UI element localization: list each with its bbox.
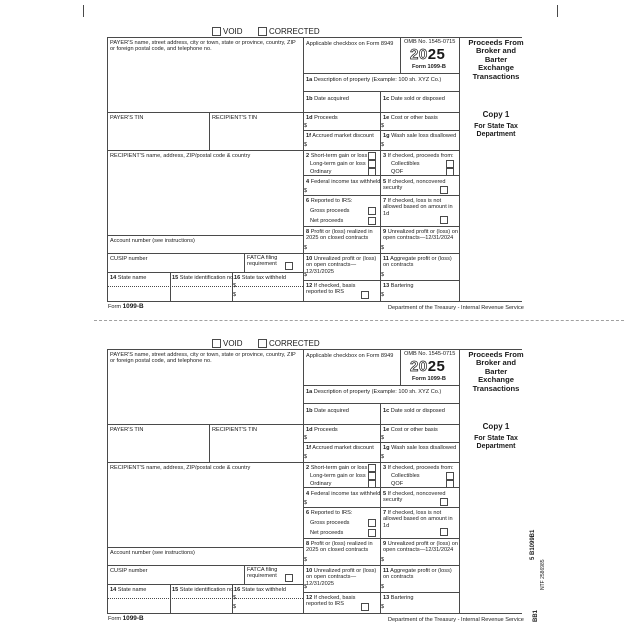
- gross-proceeds-label: Gross proceeds: [310, 520, 350, 526]
- box-11-dollar: $: [381, 584, 385, 590]
- form-name: Form 1099-B: [412, 376, 446, 382]
- side-code-ntf: NTF 2586985: [540, 559, 546, 590]
- box-11-label: 11 Aggregate profit or (loss) on contracts: [383, 256, 452, 269]
- box-1f-label: 1f Accrued market discount: [306, 133, 374, 139]
- qof-label: QOF: [391, 481, 404, 487]
- payer-name-label: PAYER'S name, street address, city or town, state or province, country, ZIP or foreign postal code, and telephone no.: [110, 40, 296, 53]
- box-5-checkbox[interactable]: [440, 498, 448, 506]
- box-15-label: 15 State identification no.: [172, 275, 235, 281]
- box-16-dollar-2: $: [233, 604, 237, 610]
- long-term-label: Long-term gain or loss: [310, 473, 366, 479]
- fatca-label: FATCA filing requirement: [247, 567, 278, 580]
- box-1g-label: 1g Wash sale loss disallowed: [383, 445, 457, 451]
- box-9-dollar: $: [381, 245, 385, 251]
- recipient-tin-label: RECIPIENT'S TIN: [212, 427, 258, 433]
- box-2-label: 2 Short-term gain or loss: [306, 465, 368, 471]
- box-16-label: 16 State tax withheld: [234, 275, 286, 281]
- box-2-long-term-checkbox[interactable]: [368, 472, 376, 480]
- box-15-label: 15 State identification no.: [172, 587, 235, 593]
- box-3-qof-checkbox[interactable]: [446, 168, 454, 176]
- gross-proceeds-label: Gross proceeds: [310, 208, 350, 214]
- box-5-checkbox[interactable]: [440, 186, 448, 194]
- box-1f-label: 1f Accrued market discount: [306, 445, 374, 451]
- box-1a-label: 1a Description of property (Example: 100 sh. XYZ Co.): [306, 389, 442, 395]
- box-9-label: 9 Unrealized profit or (loss) on open contracts—12/31/2024: [383, 229, 458, 242]
- omb-number: OMB No. 1545-0715: [404, 351, 456, 357]
- box-6-label: 6 Reported to IRS:: [306, 510, 353, 516]
- account-number-label: Account number (see instructions): [110, 238, 195, 244]
- footer-form-name: Form 1099-B: [108, 615, 144, 622]
- void-label: VOID: [223, 27, 243, 36]
- payer-name-label: PAYER'S name, street address, city or town, state or province, country, ZIP or foreign postal code, and telephone no.: [110, 352, 296, 365]
- footer-department: Department of the Treasury - Internal Revenue Service: [388, 617, 524, 623]
- box-7-checkbox[interactable]: [440, 528, 448, 536]
- box-9-dollar: $: [381, 557, 385, 563]
- qof-label: QOF: [391, 169, 404, 175]
- form-title: Proceeds From Broker and Barter Exchange Transactions: [468, 350, 524, 393]
- box-2-long-term-checkbox[interactable]: [368, 160, 376, 168]
- omb-number: OMB No. 1545-0715: [404, 39, 456, 45]
- box-6-gross-checkbox[interactable]: [368, 207, 376, 215]
- box-2-short-term-checkbox[interactable]: [368, 464, 376, 472]
- corrected-checkbox[interactable]: [258, 339, 267, 348]
- box-10-dollar: $: [304, 272, 308, 278]
- box-1g-dollar: $: [381, 454, 385, 460]
- box-2-ordinary-checkbox[interactable]: [368, 168, 376, 176]
- footer-form-name: Form 1099-B: [108, 303, 144, 310]
- box-6-gross-checkbox[interactable]: [368, 519, 376, 527]
- net-proceeds-label: Net proceeds: [310, 218, 344, 224]
- box-1d-label: 1d Proceeds: [306, 115, 338, 121]
- footer-department: Department of the Treasury - Internal Revenue Service: [388, 305, 524, 311]
- box-6-net-checkbox[interactable]: [368, 217, 376, 225]
- box-14-label: 14 State name: [110, 587, 147, 593]
- box-1c-label: 1c Date sold or disposed: [383, 96, 445, 102]
- box-3-collectibles-checkbox[interactable]: [446, 472, 454, 480]
- box-10-dollar: $: [304, 584, 308, 590]
- box-12-checkbox[interactable]: [361, 603, 369, 611]
- box-7-checkbox[interactable]: [440, 216, 448, 224]
- side-code-bb1: BB1: [533, 609, 539, 622]
- void-label: VOID: [223, 339, 243, 348]
- box-2-short-term-checkbox[interactable]: [368, 152, 376, 160]
- fatca-label: FATCA filing requirement: [247, 255, 278, 268]
- box-16-dollar-1: $: [233, 595, 237, 601]
- box-1b-label: 1b Date acquired: [306, 408, 349, 414]
- ordinary-label: Ordinary: [310, 481, 332, 487]
- payer-tin-label: PAYER'S TIN: [110, 115, 144, 121]
- box-1e-label: 1e Cost or other basis: [383, 115, 438, 121]
- box-8-dollar: $: [304, 245, 308, 251]
- form-title: Proceeds From Broker and Barter Exchange Transactions: [468, 38, 524, 81]
- box-2-ordinary-checkbox[interactable]: [368, 480, 376, 488]
- box-4-label: 4 Federal income tax withheld: [306, 179, 381, 185]
- box-1b-label: 1b Date acquired: [306, 96, 349, 102]
- box-11-label: 11 Aggregate profit or (loss) on contracts: [383, 568, 452, 581]
- side-code-form: 5 B1099B1: [530, 529, 536, 560]
- box-16-dollar-1: $: [233, 283, 237, 289]
- recipient-name-label: RECIPIENT'S name, address, ZIP/postal code & country: [110, 465, 251, 471]
- box-1d-dollar: $: [304, 123, 308, 129]
- box-12-label: 12 If checked, basis reported to IRS: [306, 595, 356, 608]
- box-6-net-checkbox[interactable]: [368, 529, 376, 537]
- box-1g-dollar: $: [381, 142, 385, 148]
- net-proceeds-label: Net proceeds: [310, 530, 344, 536]
- account-number-label: Account number (see instructions): [110, 550, 195, 556]
- box-10-label: 10 Unrealized profit or (loss) on open contracts—12/31/2025: [306, 568, 377, 587]
- box-4-dollar: $: [304, 188, 308, 194]
- box-13-label: 13 Bartering: [383, 283, 414, 289]
- form-name: Form 1099-B: [412, 64, 446, 70]
- void-checkbox[interactable]: [212, 27, 221, 36]
- box-1e-dollar: $: [381, 123, 385, 129]
- copy-subtitle: For State Tax Department: [474, 123, 518, 138]
- cusip-label: CUSIP number: [110, 256, 148, 262]
- box-1e-dollar: $: [381, 435, 385, 441]
- long-term-label: Long-term gain or loss: [310, 161, 366, 167]
- box-1c-label: 1c Date sold or disposed: [383, 408, 445, 414]
- box-3-collectibles-checkbox[interactable]: [446, 160, 454, 168]
- box-5-label: 5 If checked, noncovered security: [383, 491, 446, 504]
- box-8-dollar: $: [304, 557, 308, 563]
- recipient-tin-label: RECIPIENT'S TIN: [212, 115, 258, 121]
- box-1d-label: 1d Proceeds: [306, 427, 338, 433]
- box-12-checkbox[interactable]: [361, 291, 369, 299]
- box-5-label: 5 If checked, noncovered security: [383, 179, 446, 192]
- fatca-checkbox[interactable]: [285, 574, 293, 582]
- tax-year: 2025: [410, 358, 446, 375]
- box-1f-dollar: $: [304, 142, 308, 148]
- box-2-label: 2 Short-term gain or loss: [306, 153, 368, 159]
- fatca-checkbox[interactable]: [285, 262, 293, 270]
- box-13-label: 13 Bartering: [383, 595, 414, 601]
- box-14-label: 14 State name: [110, 275, 147, 281]
- box-1a-label: 1a Description of property (Example: 100 sh. XYZ Co.): [306, 77, 442, 83]
- box-16-dollar-2: $: [233, 292, 237, 298]
- box-9-label: 9 Unrealized profit or (loss) on open contracts—12/31/2024: [383, 541, 458, 554]
- box-1f-dollar: $: [304, 454, 308, 460]
- box-13-dollar: $: [381, 292, 385, 298]
- applicable-checkbox-label: Applicable checkbox on Form 8949: [306, 41, 394, 47]
- box-4-label: 4 Federal income tax withheld: [306, 491, 381, 497]
- collectibles-label: Collectibles: [391, 161, 420, 167]
- payer-tin-label: PAYER'S TIN: [110, 427, 144, 433]
- copy-label: Copy 1: [482, 422, 510, 431]
- corrected-checkbox[interactable]: [258, 27, 267, 36]
- box-6-label: 6 Reported to IRS:: [306, 198, 353, 204]
- corrected-label: CORRECTED: [269, 339, 320, 348]
- cusip-label: CUSIP number: [110, 568, 148, 574]
- copy-subtitle: For State Tax Department: [474, 435, 518, 450]
- corrected-label: CORRECTED: [269, 27, 320, 36]
- tax-year: 2025: [410, 46, 446, 63]
- box-11-dollar: $: [381, 272, 385, 278]
- ordinary-label: Ordinary: [310, 169, 332, 175]
- box-3-qof-checkbox[interactable]: [446, 480, 454, 488]
- box-10-label: 10 Unrealized profit or (loss) on open contracts—12/31/2025: [306, 256, 377, 275]
- box-8-label: 8 Profit or (loss) realized in 2025 on closed contracts: [306, 229, 373, 242]
- void-checkbox[interactable]: [212, 339, 221, 348]
- box-16-label: 16 State tax withheld: [234, 587, 286, 593]
- box-1e-label: 1e Cost or other basis: [383, 427, 438, 433]
- box-13-dollar: $: [381, 604, 385, 610]
- box-1g-label: 1g Wash sale loss disallowed: [383, 133, 457, 139]
- box-7-label: 7 If checked, loss is not allowed based on amount in 1d: [383, 510, 453, 529]
- recipient-name-label: RECIPIENT'S name, address, ZIP/postal code & country: [110, 153, 251, 159]
- box-12-label: 12 If checked, basis reported to IRS: [306, 283, 356, 296]
- box-8-label: 8 Profit or (loss) realized in 2025 on closed contracts: [306, 541, 373, 554]
- collectibles-label: Collectibles: [391, 473, 420, 479]
- box-1d-dollar: $: [304, 435, 308, 441]
- box-3-label: 3 If checked, proceeds from:: [383, 153, 454, 159]
- box-7-label: 7 If checked, loss is not allowed based on amount in 1d: [383, 198, 453, 217]
- copy-label: Copy 1: [482, 110, 510, 119]
- applicable-checkbox-label: Applicable checkbox on Form 8949: [306, 353, 394, 359]
- box-3-label: 3 If checked, proceeds from:: [383, 465, 454, 471]
- box-4-dollar: $: [304, 500, 308, 506]
